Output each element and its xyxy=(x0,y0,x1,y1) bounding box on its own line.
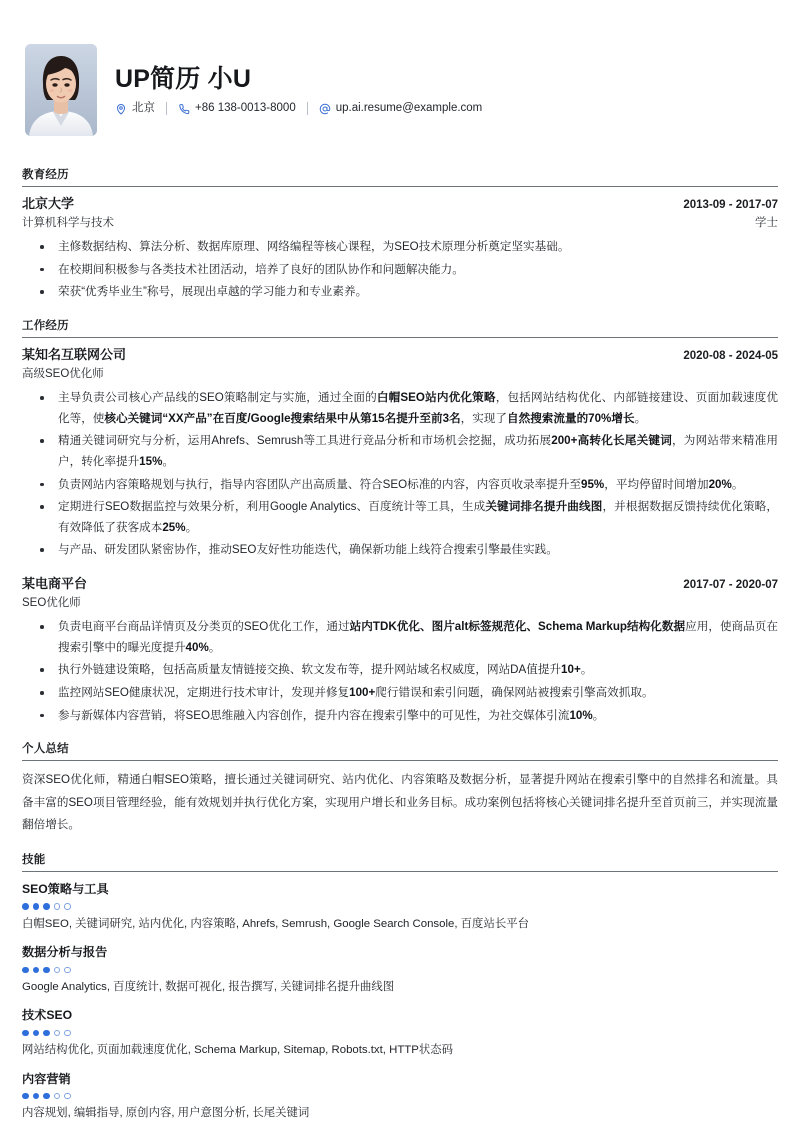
section-title-work: 工作经历 xyxy=(22,319,69,332)
skill-dot-filled xyxy=(33,967,40,974)
skill-items: Google Analytics, 百度统计, 数据可视化, 报告撰写, 关键词排名提升曲线图 xyxy=(22,981,395,994)
contact-phone[interactable] xyxy=(178,103,296,115)
skill-name: SEO策略与工具 xyxy=(22,882,109,897)
bullet-item: 参与新媒体内容营销，将SEO思维融入内容创作，提升内容在搜索引擎中的可见性，为社交媒体引流10%。 xyxy=(22,706,778,727)
skill-dot-filled xyxy=(22,903,29,910)
summary-text: 资深SEO优化师，精通白帽SEO策略，擅长通过关键词研究、站内优化、内容策略及数据分析，显著提升网站在搜索引擎中的自然排名和流量。具备丰富的SEO项目管理经验，能有效规划并执行优化方案，实现用户增长和业务目标。成功案例包括将核心关键词排名提升至首页前三，并实现流量翻倍增长。 xyxy=(22,773,778,832)
identity-block xyxy=(115,65,778,116)
skill-dot-filled xyxy=(33,1093,40,1100)
skill-dot-filled xyxy=(43,967,50,974)
job-title: SEO优化师 xyxy=(22,596,81,609)
skill-dot-empty xyxy=(64,903,71,910)
bullet-item: 负责网站内容策略规划与执行，指导内容团队产出高质量、符合SEO标准的内容，内容页收录率提升至95%，平均停留时间增加20%。 xyxy=(22,475,778,496)
section-title-education: 教育经历 xyxy=(22,169,69,181)
contact-divider xyxy=(307,102,308,115)
entry-head xyxy=(22,575,778,594)
section-education xyxy=(22,166,778,303)
work-bullets xyxy=(22,617,778,726)
skill-dot-filled xyxy=(22,1093,29,1100)
entry-sub xyxy=(22,215,778,232)
skill-dot-empty xyxy=(54,1093,61,1100)
phone-icon xyxy=(178,103,190,115)
skills-list xyxy=(22,880,778,1124)
skill-items: 内容规划, 编辑指导, 原创内容, 用户意图分析, 长尾关键词 xyxy=(22,1107,310,1120)
entry-head xyxy=(22,195,778,214)
bullet-item: 负责电商平台商品详情页及分类页的SEO优化工作，通过站内TDK优化、图片alt标签规范化、Schema Markup结构化数据应用，使商品页在搜索引擎中的曝光度提升40%。 xyxy=(22,617,778,658)
skill-level-rating xyxy=(22,903,778,910)
skill-dot-empty xyxy=(64,1093,71,1100)
section-divider xyxy=(22,337,778,338)
bullet-item: 定期进行SEO数据监控与效果分析，利用Google Analytics、百度统计等工具，生成关键词排名提升曲线图，并根据数据反馈持续优化策略，有效降低了获客成本25%。 xyxy=(22,497,778,538)
skill-dot-filled xyxy=(43,1093,50,1100)
skill-items: 白帽SEO, 关键词研究, 站内优化, 内容策略, Ahrefs, Semrush, Google Search Console, 百度站长平台 xyxy=(22,917,530,930)
work-entry xyxy=(22,575,778,726)
contact-phone-text: +86 138-0013-8000 xyxy=(195,102,296,115)
section-divider xyxy=(22,871,778,872)
bullet-item: 精通关键词研究与分析，运用Ahrefs、Semrush等工具进行竞品分析和市场机会挖掘，成功拓展200+高转化长尾关键词，为网站带来精准用户，转化率提升15%。 xyxy=(22,431,778,472)
contact-location-text: 北京 xyxy=(132,102,155,115)
skill-level-rating xyxy=(22,1030,778,1037)
education-degree: 学士 xyxy=(755,216,778,229)
skill-dot-empty xyxy=(54,1030,61,1037)
education-bullets xyxy=(22,237,778,303)
email-at-icon xyxy=(319,103,331,115)
contact-email-text: up.ai.resume@example.com xyxy=(335,102,483,115)
avatar xyxy=(25,44,97,136)
resume-header xyxy=(22,44,778,152)
skill-dot-empty xyxy=(64,967,71,974)
company-name: 某知名互联网公司 xyxy=(22,346,127,362)
bullet-item: 主修数据结构、算法分析、数据库原理、网络编程等核心课程，为SEO技术原理分析奠定坚实基础。 xyxy=(22,237,778,258)
skill-dot-filled xyxy=(22,1030,29,1037)
location-pin-icon xyxy=(115,103,127,115)
skill-dot-filled xyxy=(43,903,50,910)
bullet-item: 与产品、研发团队紧密协作，推动SEO友好性功能迭代，确保新功能上线符合搜索引擎最佳实践。 xyxy=(22,540,778,561)
skill-name: 内容营销 xyxy=(22,1071,71,1086)
bullet-item: 荣获“优秀毕业生”称号，展现出卓越的学习能力和专业素养。 xyxy=(22,282,778,303)
work-bullets xyxy=(22,388,778,561)
bullet-item: 监控网站SEO健康状况，定期进行技术审计，发现并修复100+爬行错误和索引问题，确保网站被搜索引擎高效抓取。 xyxy=(22,683,778,704)
section-skills xyxy=(22,851,778,1124)
entry-sub xyxy=(22,595,778,612)
section-title-skills: 技能 xyxy=(22,854,46,867)
profile-photo-icon xyxy=(25,44,97,136)
contact-divider xyxy=(166,102,167,115)
skill-items: 网站结构优化, 页面加载速度优化, Schema Markup, Sitemap, Robots.txt, HTTP状态码 xyxy=(22,1044,454,1057)
skill-name: 技术SEO xyxy=(22,1008,73,1023)
section-divider xyxy=(22,186,778,187)
contact-location[interactable] xyxy=(115,103,155,115)
skill-dot-empty xyxy=(54,903,61,910)
person-name: UP简历 小U xyxy=(115,64,252,93)
skill-block xyxy=(22,880,778,934)
skill-block xyxy=(22,1070,778,1124)
work-date: 2017-07 - 2020-07 xyxy=(683,579,778,592)
bullet-item: 执行外链建设策略，包括高质量友情链接交换、软文发布等，提升网站域名权威度，网站DA值提升10+。 xyxy=(22,660,778,681)
skill-dot-filled xyxy=(33,1030,40,1037)
education-date: 2013-09 - 2017-07 xyxy=(683,199,778,211)
bullet-item: 主导负责公司核心产品线的SEO策略制定与实施，通过全面的白帽SEO站内优化策略，包括网站结构优化、内部链接建设、页面加载速度优化等，使核心关键词“XX产品”在百度/Google搜索结果中从第15名提升至前3名，实现了自然搜索流量的70%增长。 xyxy=(22,388,778,429)
skill-name: 数据分析与报告 xyxy=(22,945,108,960)
job-title: 高级SEO优化师 xyxy=(22,367,104,380)
education-entry xyxy=(22,195,778,303)
entry-sub xyxy=(22,366,778,383)
skill-dot-empty xyxy=(64,1030,71,1037)
section-title-summary: 个人总结 xyxy=(22,743,69,756)
section-summary xyxy=(22,740,778,837)
skill-dot-empty xyxy=(54,967,61,974)
work-entry xyxy=(22,346,778,561)
bullet-item: 在校期间积极参与各类技术社团活动，培养了良好的团队协作和问题解决能力。 xyxy=(22,260,778,281)
contact-email[interactable] xyxy=(319,103,483,115)
education-major: 计算机科学与技术 xyxy=(22,216,114,229)
skill-level-rating xyxy=(22,1093,778,1100)
company-name: 某电商平台 xyxy=(22,576,88,592)
entry-head xyxy=(22,346,778,365)
skill-dot-filled xyxy=(43,1030,50,1037)
skill-level-rating xyxy=(22,967,778,974)
section-divider xyxy=(22,760,778,761)
skill-dot-filled xyxy=(22,967,29,974)
contact-row xyxy=(115,102,778,115)
skill-block xyxy=(22,943,778,997)
skill-dot-filled xyxy=(33,903,40,910)
school-name: 北京大学 xyxy=(22,196,75,211)
work-date: 2020-08 - 2024-05 xyxy=(683,349,778,362)
skill-block xyxy=(22,1006,778,1060)
section-work xyxy=(22,317,778,726)
